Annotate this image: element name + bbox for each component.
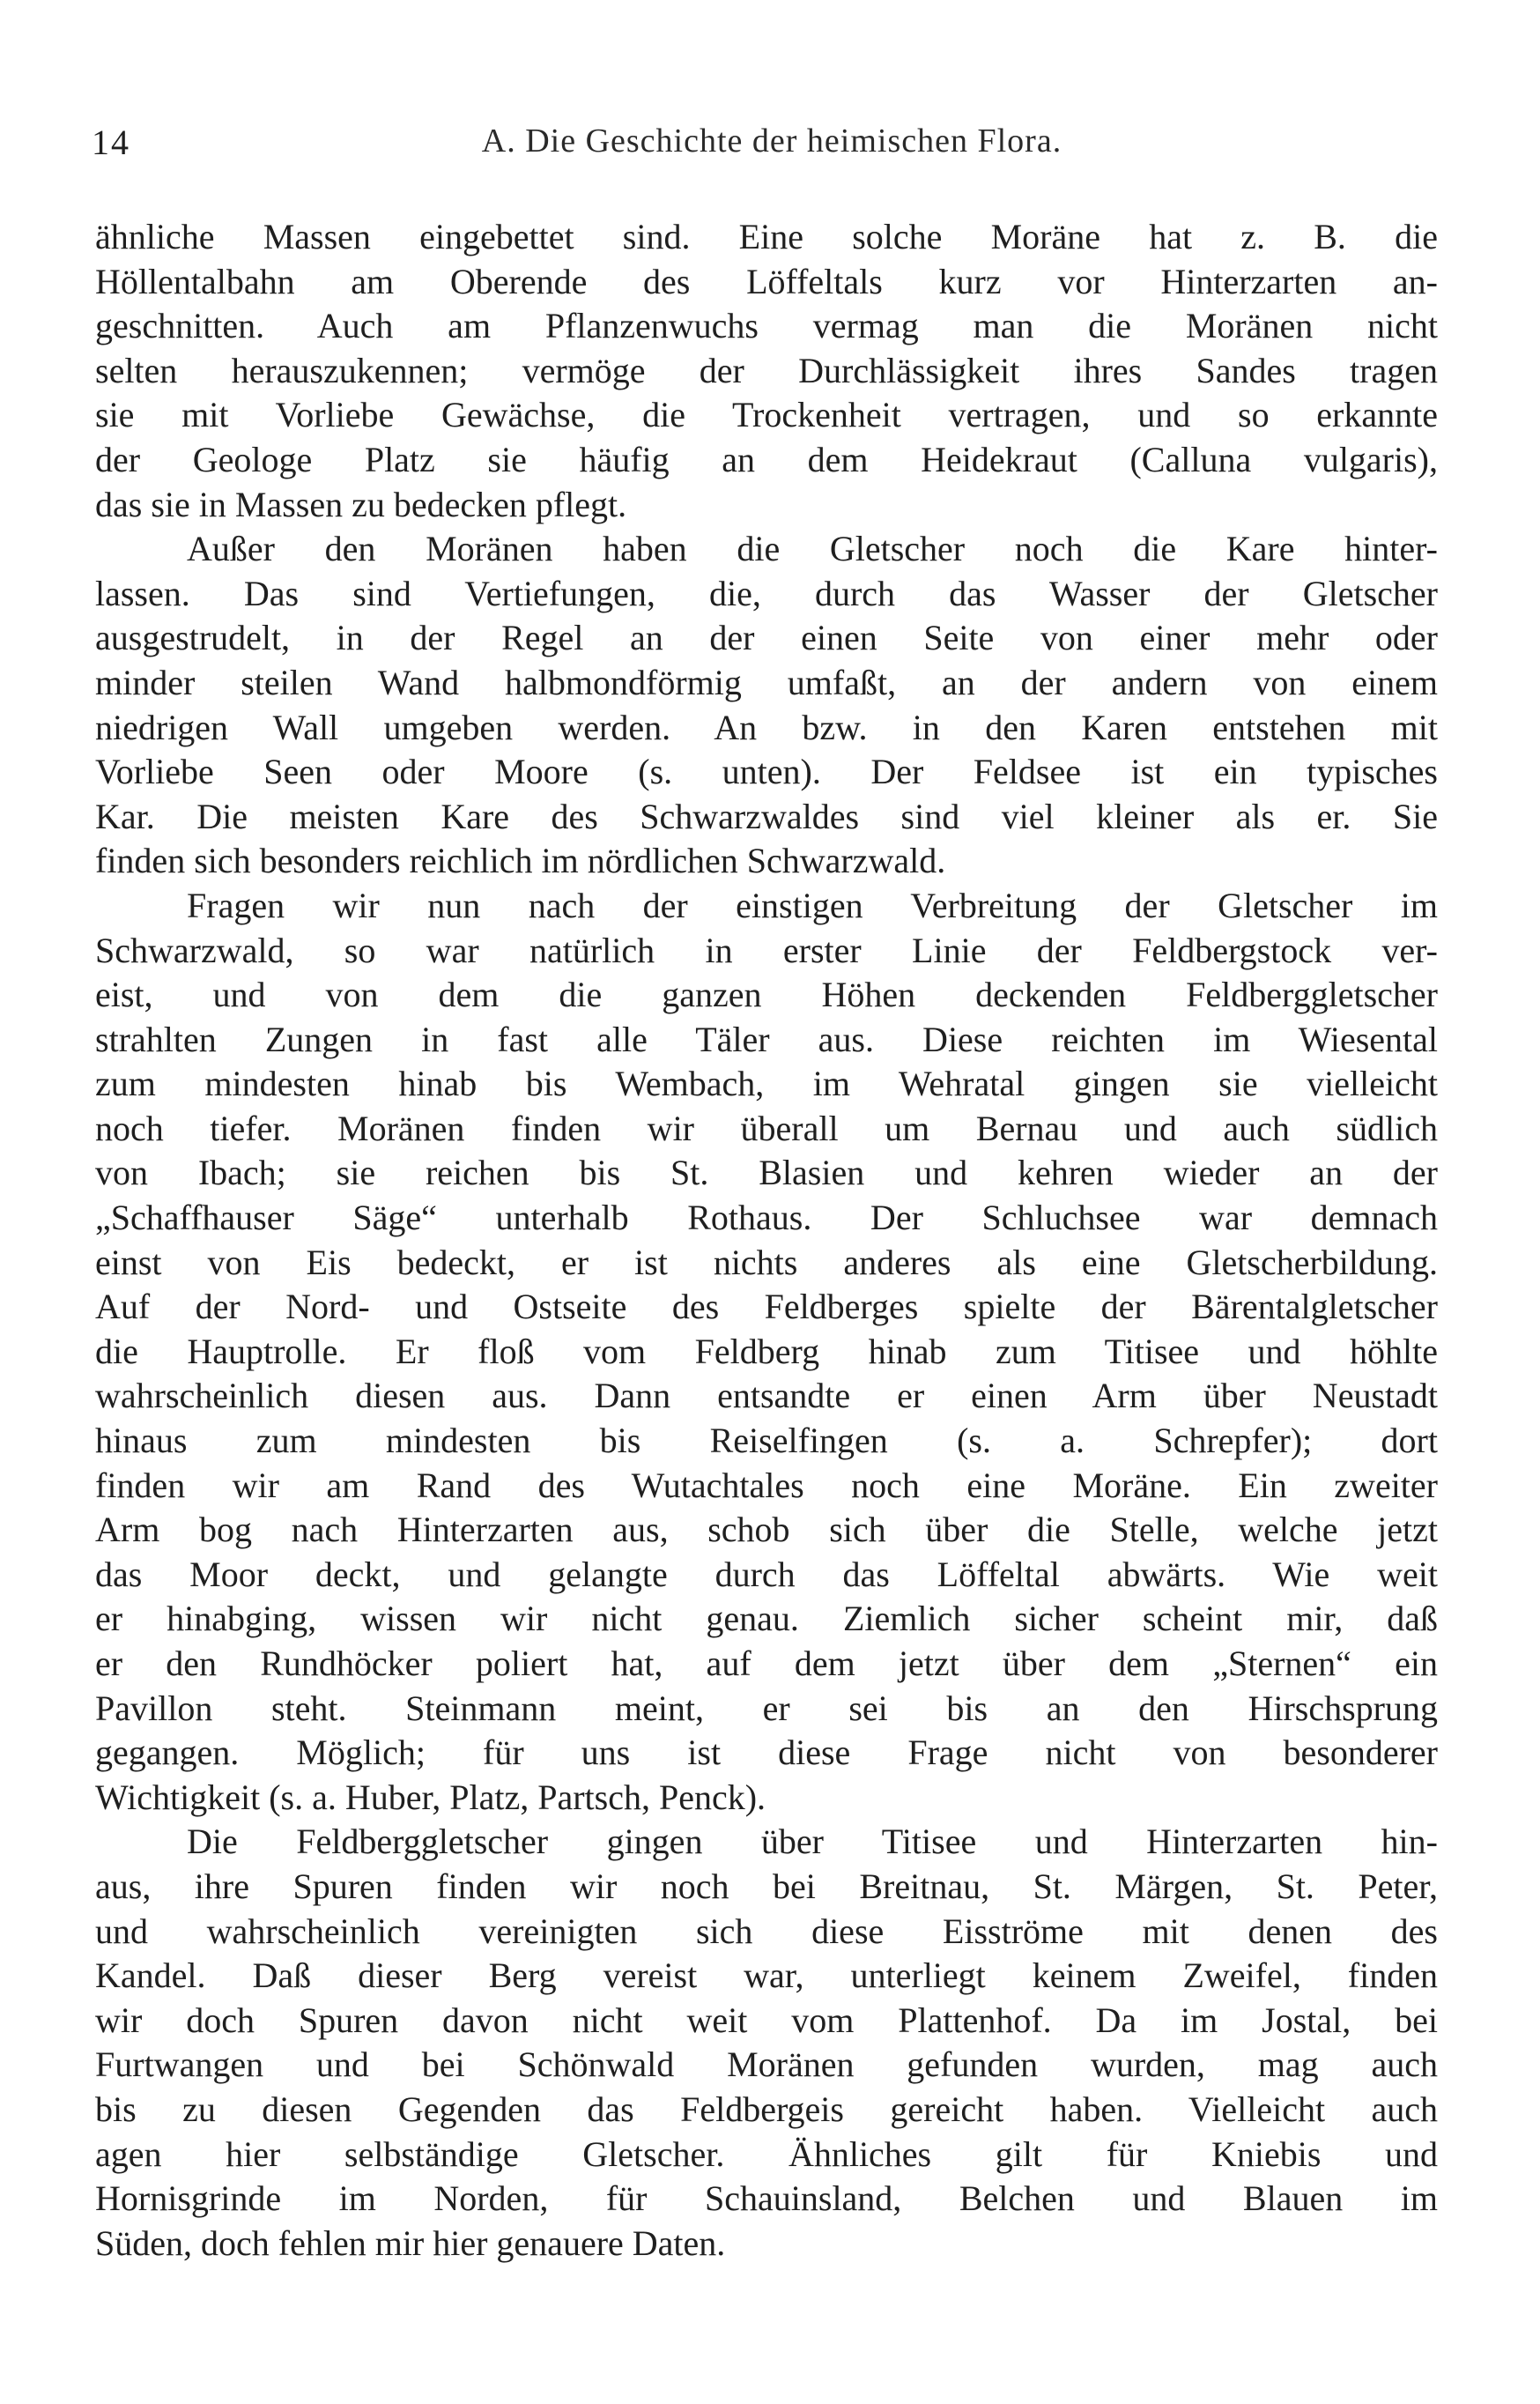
text-line: Hornisgrinde im Norden, für Schauinsland, Belchen und Blauen im (95, 2178, 1438, 2219)
text-line: Pavillon steht. Steinmann meint, er sei bis an den Hirschsprung (95, 1688, 1438, 1728)
paragraph (95, 884, 1438, 1820)
text-line: das Moor deckt, und gelangte durch das Löffeltal abwärts. Wie weit (95, 1554, 1438, 1594)
text-line: Außer den Moränen haben die Gletscher noch die Kare hinter- (187, 529, 1438, 569)
running-title: A. Die Geschichte der heimischen Flora. (481, 122, 1062, 160)
text-line: sie mit Vorliebe Gewächse, die Trockenheit vertragen, und so erkannte (95, 395, 1438, 435)
text-line: von Ibach; sie reichen bis St. Blasien und kehren wieder an der (95, 1153, 1438, 1193)
text-line: selten herauszukennen; vermöge der Durchlässigkeit ihres Sandes tragen (95, 350, 1438, 390)
text-line: Kandel. Daß dieser Berg vereist war, unterliegt keinem Zweifel, finden (95, 1955, 1438, 1996)
page-number: 14 (92, 122, 130, 162)
body-text (95, 215, 1438, 2266)
text-line: ähnliche Massen eingebettet sind. Eine solche Moräne hat z. B. die (95, 217, 1438, 256)
text-line: Fragen wir nun nach der einstigen Verbreitung der Gletscher im (187, 885, 1438, 925)
text-line: zum mindesten hinab bis Wembach, im Wehratal gingen sie vielleicht (95, 1064, 1438, 1104)
text-line: Auf der Nord- und Ostseite des Feldberges spielte der Bärentalgletscher (95, 1287, 1438, 1327)
text-line: bis zu diesen Gegenden das Feldbergeis gereicht haben. Vielleicht auch (95, 2089, 1438, 2129)
text-line: Vorliebe Seen oder Moore (s. unten). Der Feldsee ist ein typisches (95, 752, 1438, 792)
text-line: wir doch Spuren davon nicht weit vom Plattenhof. Da im Jostal, bei (95, 2000, 1438, 2040)
text-line: er hinabging, wissen wir nicht genau. Ziemlich sicher scheint mir, daß (95, 1599, 1438, 1639)
text-line: Furtwangen und bei Schönwald Moränen gefunden wurden, mag auch (95, 2044, 1438, 2085)
text-line: finden wir am Rand des Wutachtales noch eine Moräne. Ein zweiter (95, 1465, 1438, 1505)
text-line: und wahrscheinlich vereinigten sich diese Eisströme mit denen des (95, 1911, 1438, 1951)
text-line: agen hier selbständige Gletscher. Ähnliches gilt für Kniebis und (95, 2133, 1438, 2174)
text-line: Schwarzwald, so war natürlich in erster Linie der Feldbergstock ver- (95, 930, 1438, 970)
paragraph (95, 215, 1438, 527)
text-line: gegangen. Möglich; für uns ist diese Frage nicht von besonderer (95, 1733, 1438, 1773)
text-line: Süden, doch fehlen mir hier genauere Daten. (95, 2222, 726, 2263)
text-line: hinaus zum mindesten bis Reiselfingen (s. a. Schrepfer); dort (95, 1421, 1438, 1461)
text-line: die Hauptrolle. Er floß vom Feldberg hinab zum Titisee und höhlte (95, 1331, 1438, 1371)
text-line: geschnitten. Auch am Pflanzenwuchs vermag man die Moränen nicht (95, 306, 1438, 346)
text-line: Wichtigkeit (s. a. Huber, Platz, Partsch, Penck). (95, 1777, 766, 1817)
text-line: Höllentalbahn am Oberende des Löffeltals kurz vor Hinterzarten an- (95, 261, 1438, 301)
text-line: eist, und von dem die ganzen Höhen deckenden Feldberggletscher (95, 975, 1438, 1015)
text-line: niedrigen Wall umgeben werden. An bzw. in den Karen entstehen mit (95, 707, 1438, 747)
text-line: der Geologe Platz sie häufig an dem Heidekraut (Calluna vulgaris), (95, 439, 1438, 479)
paragraph-container (95, 215, 1438, 2266)
text-line: einst von Eis bedeckt, er ist nichts anderes als eine Gletscherbildung. (95, 1242, 1438, 1282)
text-line: er den Rundhöcker poliert hat, auf dem jetzt über dem „Sternen“ ein (95, 1643, 1438, 1683)
text-line: finden sich besonders reichlich im nördlichen Schwarzwald. (95, 841, 946, 881)
text-line: minder steilen Wand halbmondförmig umfaßt, an der andern von einem (95, 662, 1438, 702)
text-line: Arm bog nach Hinterzarten aus, schob sich über die Stelle, welche jetzt (95, 1510, 1438, 1550)
text-line: aus, ihre Spuren finden wir noch bei Breitnau, St. Märgen, St. Peter, (95, 1866, 1438, 1906)
text-line: „Schaffhauser Säge“ unterhalb Rothaus. Der Schluchsee war demnach (95, 1198, 1438, 1238)
paragraph (95, 1820, 1438, 2266)
text-line: lassen. Das sind Vertiefungen, die, durch das Wasser der Gletscher (95, 573, 1438, 613)
text-line: strahlten Zungen in fast alle Täler aus. Diese reichten im Wiesental (95, 1019, 1438, 1059)
text-line: Kar. Die meisten Kare des Schwarzwaldes sind viel kleiner als er. Sie (95, 796, 1438, 836)
text-line: wahrscheinlich diesen aus. Dann entsandte er einen Arm über Neustadt (95, 1376, 1438, 1416)
running-head (92, 122, 1452, 166)
text-line: Die Feldberggletscher gingen über Titisee und Hinterzarten hin- (187, 1822, 1438, 1862)
text-line: noch tiefer. Moränen finden wir überall um Bernau und auch südlich (95, 1108, 1438, 1148)
text-line: ausgestrudelt, in der Regel an der einen Seite von einer mehr oder (95, 618, 1438, 658)
paragraph (95, 527, 1438, 884)
text-line: das sie in Massen zu bedecken pflegt. (95, 484, 627, 524)
